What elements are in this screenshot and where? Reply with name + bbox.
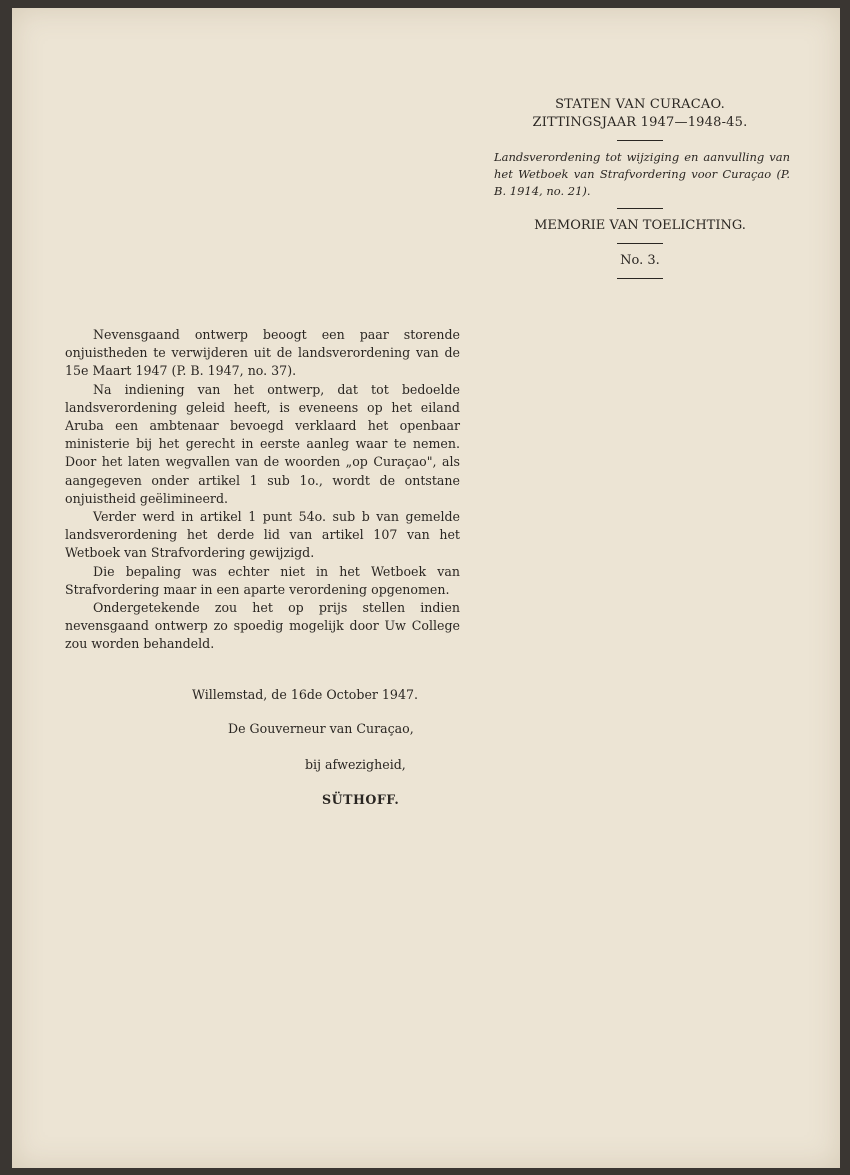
paragraph: Nevensgaand ontwerp beoogt een paar storende onjuistheden te verwijderen uit de landsverordening van de 15e Maart 1947 (P. B. 1947, no. 37).: [65, 327, 460, 379]
paragraph: Na indiening van het ontwerp, dat tot bedoelde landsverordening geleid heeft, is eveneens op het eiland Aruba een ambtenaar bevoegd verklaard het openbaar ministerie bij het gerecht in eerste aanleg waar te nemen. Door het laten wegvallen van de woorden „op Curaçao", als aangegeven onder artikel 1 sub 1o., wordt de ontstane onjuistheid geëlimineerd.: [65, 381, 460, 506]
paragraph: Ondergetekende zou het op prijs stellen indien nevensgaand ontwerp zo spoedig mogelijk door Uw College zou worden behandeld.: [65, 600, 460, 652]
header-divider: [617, 208, 663, 209]
place-date: Willemstad, de 16de October 1947.: [192, 687, 418, 702]
explanatory-text: [65, 326, 460, 654]
paragraph: Die bepaling was echter niet in het Wetboek van Strafvordering maar in een aparte verordening opgenomen.: [65, 563, 460, 597]
memorie-title: MEMORIE VAN TOELICHTING.: [534, 218, 746, 233]
paragraph: Verder werd in artikel 1 punt 54o. sub b van gemelde landsverordening het derde lid van artikel 107 van het Wetboek van Strafvordering gewijzigd.: [65, 509, 460, 561]
header-divider: [617, 243, 663, 244]
header-subject: Landsverordening tot wijziging en aanvulling van het Wetboek van Strafvordering voor Curaçao (P. B. 1914, no. 21).: [494, 150, 790, 198]
header-divider: [617, 278, 663, 279]
signatory-name: SÜTHOFF.: [322, 792, 400, 807]
header-assembly: STATEN VAN CURACAO.: [555, 97, 725, 112]
signatory-absence: bij afwezigheid,: [305, 757, 406, 772]
document-header: [490, 96, 790, 287]
document-page: [12, 8, 840, 1168]
header-divider: [617, 140, 663, 141]
header-session-year: ZITTINGSJAAR 1947—1948-45.: [532, 115, 748, 130]
signatory-title: De Gouverneur van Curaçao,: [228, 721, 414, 736]
document-number: No. 3.: [620, 253, 660, 268]
